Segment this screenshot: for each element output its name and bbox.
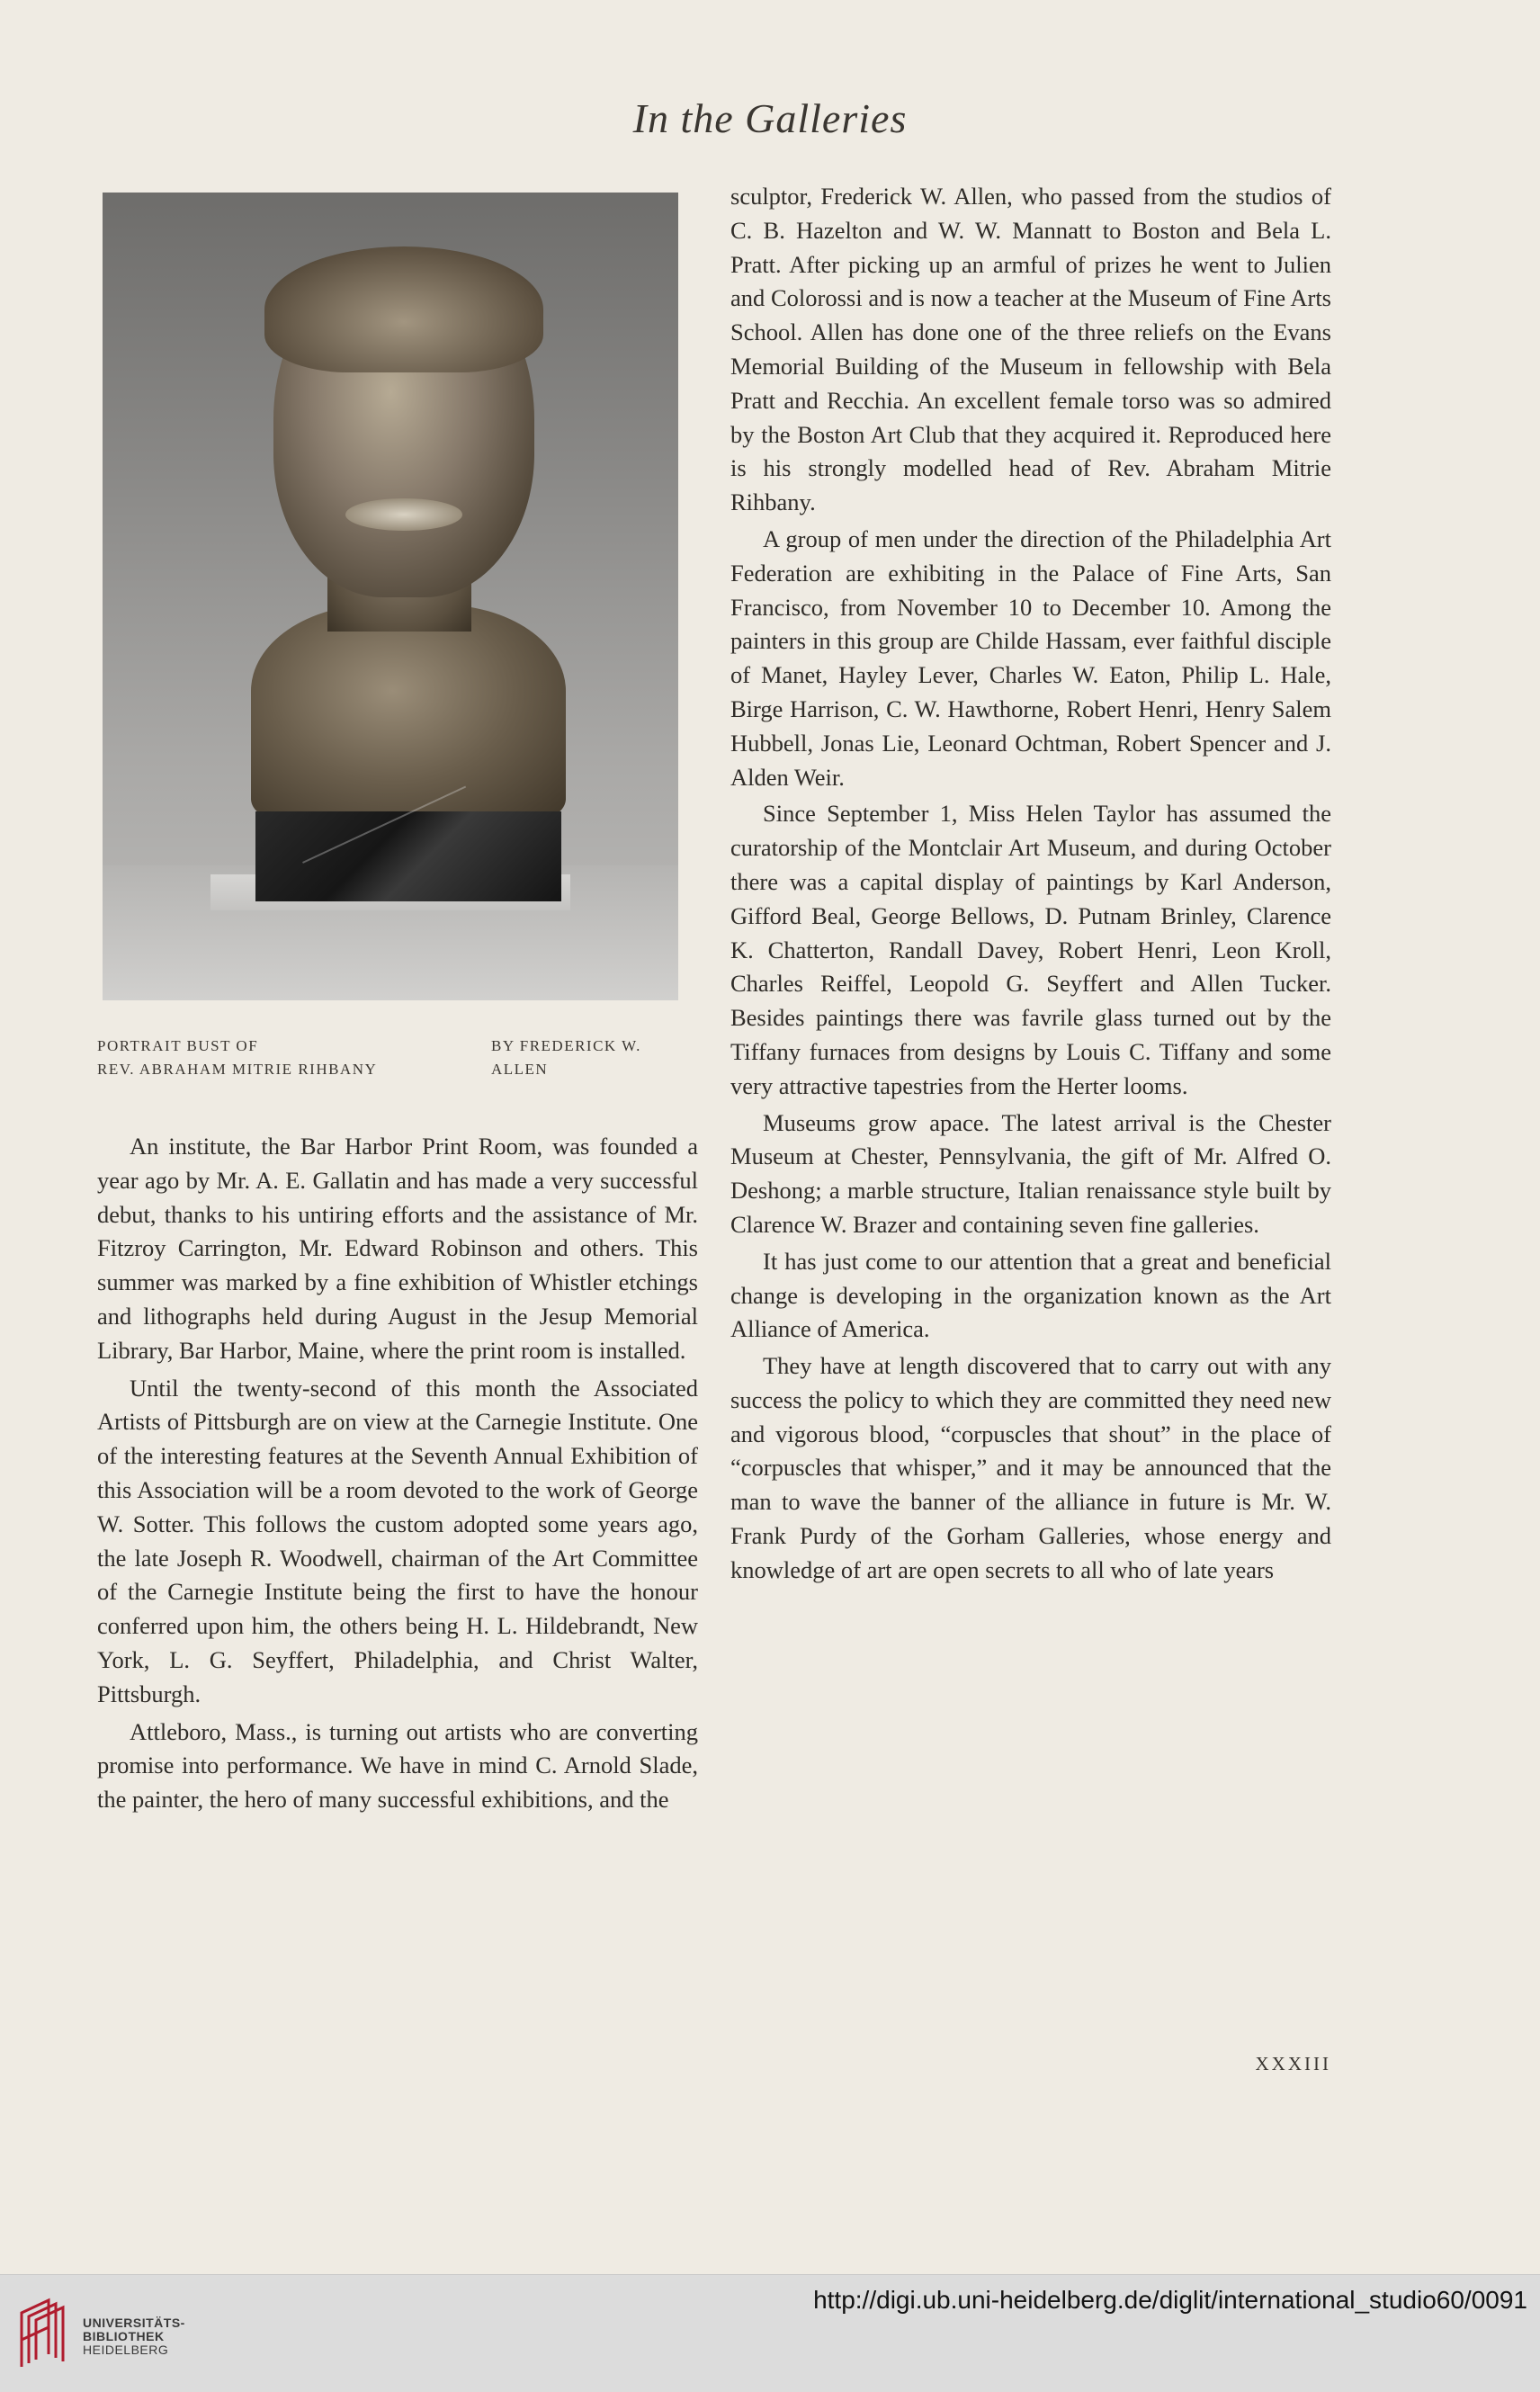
figure-caption-title: PORTRAIT BUST OF REV. ABRAHAM MITRIE RIHBANY: [97, 1037, 378, 1078]
paragraph: Until the twenty-second of this month the Associated Artists of Pittsburgh are on view at the Carnegie Institute. One of the interesting features at the Seventh Annual Exhibition of this Association will be a room devoted to the work of George W. Sotter. This follows the custom adopted some years ago, the late Joseph R. Woodwell, chairman of the Art Committee of the Carnegie Institute being the first to have the honour conferred upon him, the others being H. L. Hildebrandt, New York, L. G. Seyffert, Philadelphia, and Christ Walter, Pittsburgh.: [97, 1374, 698, 1707]
source-url-link[interactable]: http://digi.ub.uni-heidelberg.de/diglit/international_studio60/0091: [813, 2286, 1527, 2314]
marble-base: [255, 811, 561, 901]
left-text-column: [97, 1130, 698, 1821]
running-header: In the Galleries: [632, 95, 908, 141]
figure-caption-artist: BY FREDERICK W. ALLEN: [491, 1037, 641, 1078]
paragraph: An institute, the Bar Harbor Print Room, was founded a year ago by Mr. A. E. Gallatin and has made a very successful debut, thanks to his untiring efforts and the assistance of Mr. Fitzroy Carrington, Mr. Edward Robinson and others. This summer was marked by a fine exhibition of Whistler etchings and lithographs held during August in the Jesup Memorial Library, Bar Harbor, Maine, where the print room is installed.: [97, 1133, 698, 1364]
library-logo-icon: [13, 2295, 70, 2372]
library-name: UNIVERSITÄTS- BIBLIOTHEK HEIDELBERG: [83, 2316, 185, 2357]
paragraph: Attleboro, Mass., is turning out artists who are converting promise into performance. We have in mind C. Arnold Slade, the painter, the hero of many successful exhibitions, and the: [97, 1717, 698, 1814]
paragraph: A group of men under the direction of the Philadelphia Art Federation are exhibiting in the Palace of Fine Arts, San Francisco, from November 10 to December 10. Among the painters in this group are Childe Hassam, ever faithful disciple of Manet, Hayley Lever, Charles W. Eaton, Philip L. Hale, Birge Harrison, C. W. Hawthorne, Robert Henri, Henry Salem Hubbell, Jonas Lie, Leonard Ochtman, Robert Spencer and J. Alden Weir.: [730, 524, 1331, 791]
library-footer: [0, 2274, 1540, 2392]
paragraph: Museums grow apace. The latest arrival is the Chester Museum at Chester, Pennsylvania, the gift of Mr. Alfred O. Deshong; a marble structure, Italian renaissance style built by Clarence W. Brazer and containing seven fine galleries.: [730, 1108, 1331, 1238]
right-text-column: [730, 180, 1331, 1590]
page-number: XXXIII: [1255, 2053, 1331, 2074]
bust-photograph: [103, 193, 678, 1000]
paragraph: They have at length discovered that to carry out with any success the policy to which they are committed they need new and vigorous blood, “corpuscles that shout” in the place of “corpuscles that whisper,” and it may be announced that the man to wave the banner of the alliance in future is Mr. W. Frank Purdy of the Gorham Galleries, whose energy and knowledge of art are open secrets to all who of late years: [730, 1352, 1331, 1583]
paragraph: sculptor, Frederick W. Allen, who passed from the studios of C. B. Hazelton and W. W. Mannatt to Boston and Bela L. Pratt. After picking up an armful of prizes he went to Julien and Colorossi and is now a teacher at the Museum of Fine Arts School. Allen has done one of the three reliefs on the Evans Memorial Building of the Museum in fellowship with Bela Pratt and Recchia. An excellent female torso was so admired by the Boston Art Club that they acquired it. Reproduced here is his strongly modelled head of Rev. Abraham Mitrie Rihbany.: [730, 183, 1331, 516]
paragraph: It has just come to our attention that a great and beneficial change is developing in the organization known as the Art Alliance of America.: [730, 1247, 1331, 1343]
paragraph: Since September 1, Miss Helen Taylor has assumed the curatorship of the Montclair Art Museum, and during October there was a capital display of paintings by Karl Anderson, Gifford Beal, George Bellows, D. Putnam Brinley, Clarence K. Chatterton, Randall Davey, Robert Henri, Leon Kroll, Charles Reiffel, Leopold G. Seyffert and Allen Tucker. Besides paintings there was favrile glass turned out by the Tiffany furnaces from designs by Louis C. Tiffany and some very attractive tapestries from the Herter looms.: [730, 800, 1331, 1099]
